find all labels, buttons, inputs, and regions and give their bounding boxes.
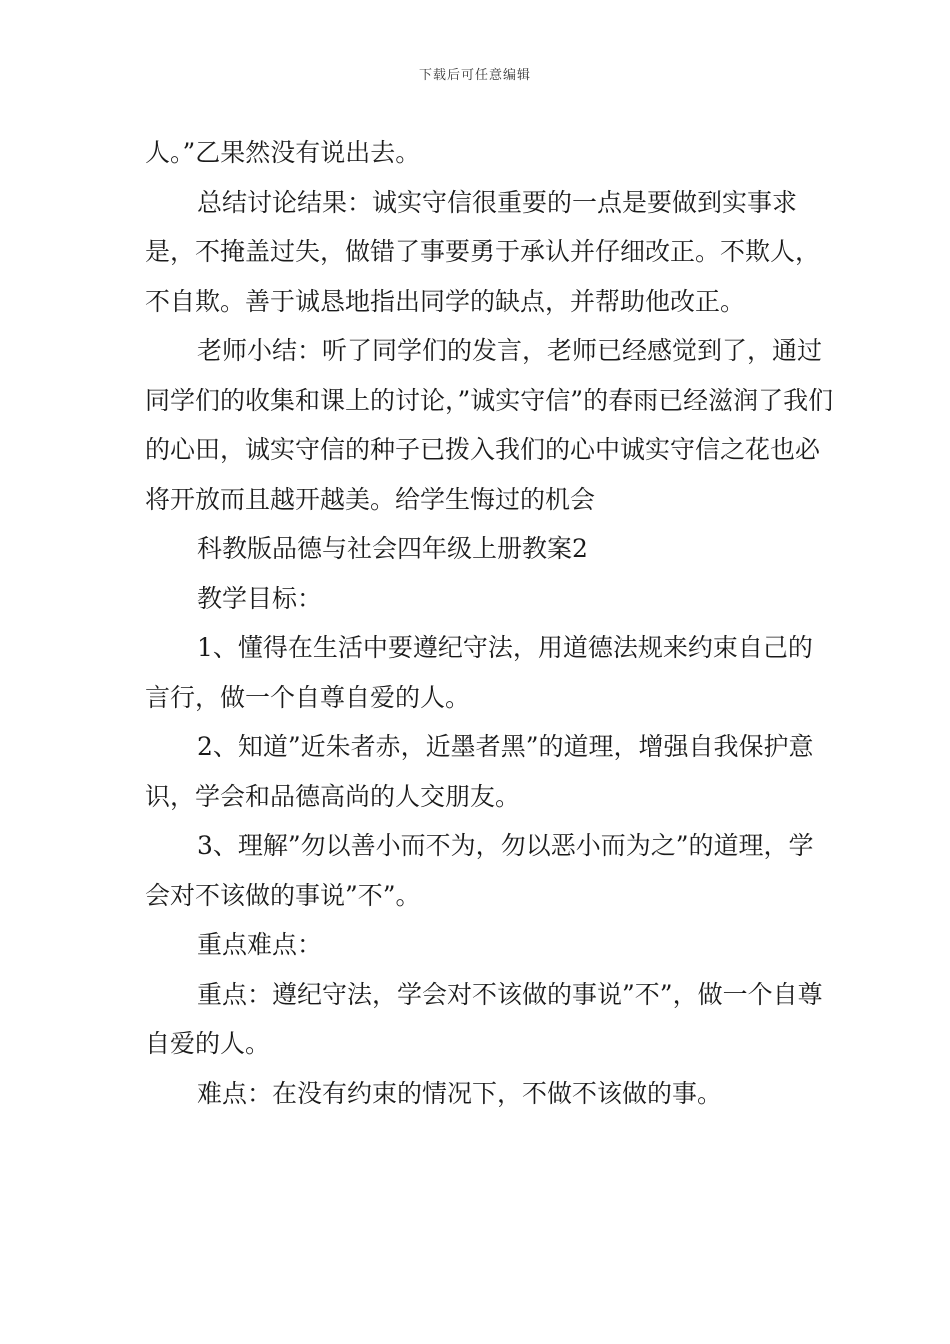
paragraph-discussion-summary: 总结讨论结果：诚实守信很重要的一点是要做到实事求是，不掩盖过失，做错了事要勇于承认并仔细改正。不欺人，不自欺。善于诚恳地指出同学的缺点，并帮助他改正。 [145,187,821,316]
goal-item-3: 3、理解”勿以善小而不为，勿以恶小而为之”的道理，学会对不该做的事说”不”。 [145,831,814,910]
section-title: 科教版品德与社会四年级上册教案2 [197,534,588,563]
document-body [145,128,835,1118]
paragraph-teacher-summary: 老师小结：听了同学们的发言，老师已经感觉到了，通过同学们的收集和课上的讨论，”诚实守信”的春雨已经滋润了我们的心田，诚实守信的种子已拨入我们的心中诚实守信之花也必将开放而且越开越美。给学生悔过的机会 [145,336,834,514]
paragraph-dialogue-end: 人。”乙果然没有说出去。 [145,138,421,167]
page-header: 下载后可任意编辑 [418,68,531,83]
heading-key-difficult-points: 重点难点： [197,930,323,959]
goal-item-1: 1、懂得在生活中要遵纪守法，用道德法规来约束自己的言行，做一个自尊自爱的人。 [145,633,813,712]
goal-item-2: 2、知道”近朱者赤，近墨者黑”的道理，增强自我保护意识，学会和品德高尚的人交朋友。 [145,732,814,811]
key-point: 重点：遵纪守法，学会对不该做的事说”不”，做一个自尊自爱的人。 [145,979,823,1058]
difficult-point: 难点：在没有约束的情况下，不做不该做的事。 [197,1078,723,1108]
heading-teaching-goals: 教学目标： [197,583,323,613]
